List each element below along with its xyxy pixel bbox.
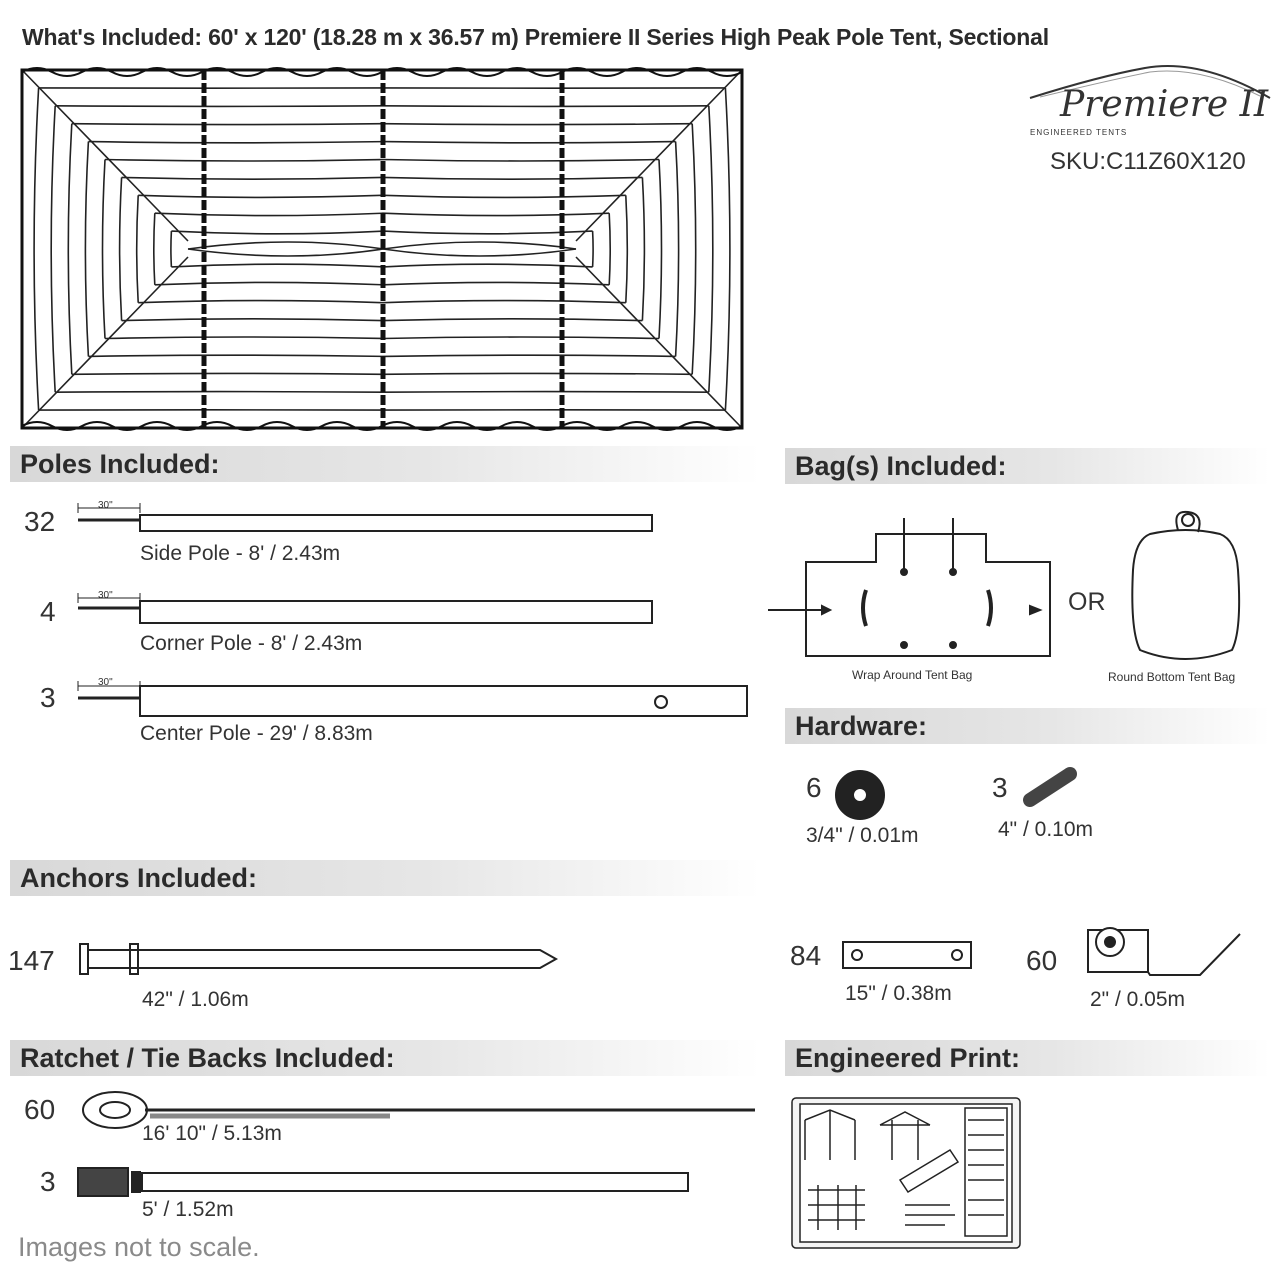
print-heading: Engineered Print:: [785, 1040, 1270, 1076]
ratchets-heading: Ratchet / Tie Backs Included:: [10, 1040, 760, 1076]
stake-qty: 147: [8, 945, 55, 976]
washer-label: 3/4" / 0.01m: [806, 824, 919, 847]
side-pole-pin-label: 30": [98, 500, 113, 511]
rope-tieback-qty: 60: [24, 1094, 56, 1125]
sku-label: SKU:C11Z60X120: [1050, 148, 1246, 175]
page-title: What's Included: 60' x 120' (18.28 m x 36.57 m) Premiere II Series High Peak Pole Tent, Sectional: [22, 24, 1049, 50]
pin-label: 4" / 0.10m: [998, 818, 1094, 841]
corner-pole-label: Corner Pole - 8' / 2.43m: [140, 632, 363, 655]
flat-bar-drawing: [843, 942, 971, 968]
logo-tagline: ENGINEERED TENTS: [1030, 128, 1128, 137]
bracket-label: 2" / 0.05m: [1090, 988, 1186, 1011]
side-pole-drawing: [78, 503, 652, 531]
flat-bar-label: 15" / 0.38m: [845, 982, 952, 1005]
ratchet-strap-label: 5' / 1.52m: [142, 1198, 234, 1221]
round-bottom-bag-label: Round Bottom Tent Bag: [1108, 670, 1236, 684]
round-bottom-bag-drawing: [1132, 512, 1239, 659]
center-pole-qty: 3: [40, 682, 56, 713]
bracket-drawing: [1088, 928, 1240, 975]
bracket-qty: 60: [1026, 945, 1058, 976]
ratchet-strap-qty: 3: [40, 1166, 56, 1197]
side-pole-qty: 32: [24, 506, 56, 537]
logo-text: Premiere II: [1060, 84, 1269, 125]
pin-drawing: [1030, 774, 1070, 800]
stake-label: 42" / 1.06m: [142, 988, 249, 1011]
anchors-heading: Anchors Included:: [10, 860, 760, 896]
center-pole-label: Center Pole - 29' / 8.83m: [140, 722, 373, 745]
wrap-around-bag-drawing: [768, 518, 1050, 656]
wrap-around-bag-label: Wrap Around Tent Bag: [852, 668, 973, 682]
hardware-heading: Hardware:: [785, 708, 1270, 744]
ratchet-strap-drawing: [78, 1168, 688, 1196]
stake-drawing: [80, 944, 556, 974]
pin-qty: 3: [992, 772, 1008, 803]
corner-pole-pin-label: 30": [98, 590, 113, 601]
washer-drawing: [836, 771, 884, 819]
poles-heading: Poles Included:: [10, 446, 760, 482]
scale-note: Images not to scale.: [18, 1232, 260, 1262]
rope-tieback-label: 16' 10" / 5.13m: [142, 1122, 282, 1145]
bags-heading: Bag(s) Included:: [785, 448, 1270, 484]
corner-pole-drawing: [78, 593, 652, 623]
bags-or-text: OR: [1068, 588, 1106, 616]
side-pole-label: Side Pole - 8' / 2.43m: [140, 542, 341, 565]
center-pole-drawing: [78, 681, 747, 716]
center-pole-pin-label: 30": [98, 677, 113, 688]
corner-pole-qty: 4: [40, 596, 56, 627]
engineered-print-drawing: [792, 1098, 1020, 1248]
flat-bar-qty: 84: [790, 940, 822, 971]
washer-qty: 6: [806, 772, 822, 803]
